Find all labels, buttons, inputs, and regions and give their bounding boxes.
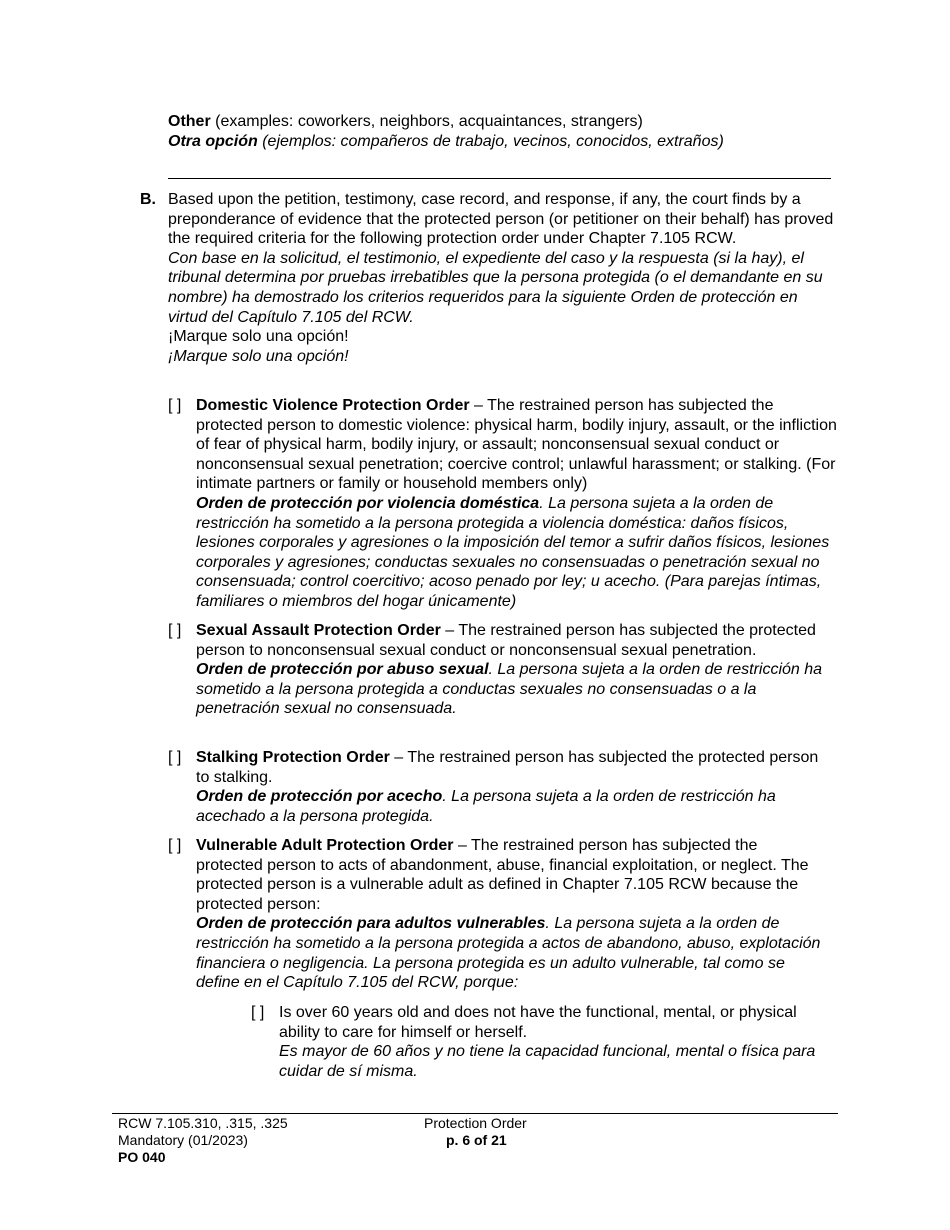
va-over60-option <box>279 1003 839 1081</box>
footer-center <box>424 1115 544 1149</box>
section-b-text-en: Based upon the petition, testimony, case record, and response, if any, the court finds by a preponderance of evidence that the protected person (or petitioner on their behalf) has proved the required criteria for the following protection order under Chapter 7.105 RCW. <box>168 191 834 248</box>
dv-title-en: Domestic Violence Protection Order <box>196 397 470 414</box>
va-checkbox[interactable]: [ ] <box>168 837 182 854</box>
va-over60-text-en: Is over 60 years old and does not have the functional, mental, or physical ability to care for himself or herself. <box>279 1004 797 1041</box>
check-one-es: ¡Marque solo una opción! <box>168 347 349 365</box>
stalking-text-es <box>196 787 826 826</box>
va-text-en <box>196 836 828 914</box>
sa-text-en <box>196 621 826 660</box>
other-label-en: Other <box>168 113 211 130</box>
stalking-option <box>196 748 826 826</box>
dv-text-en <box>196 396 841 494</box>
va-title-en: Vulnerable Adult Protection Order <box>196 837 454 854</box>
sa-title-en: Sexual Assault Protection Order <box>196 622 441 639</box>
other-line-es <box>168 132 848 152</box>
sa-text-es <box>196 660 826 719</box>
other-fill-in-line[interactable] <box>168 178 831 179</box>
va-text-es <box>196 914 828 992</box>
stalking-desc-es: . La persona sujeta a la orden de restricción ha acechado a la persona protegida. <box>196 788 776 825</box>
va-option <box>196 836 828 993</box>
other-option-block <box>168 112 848 151</box>
dv-text-es <box>196 494 841 612</box>
other-label-es: Otra opción <box>168 132 258 150</box>
section-b-body <box>168 190 835 366</box>
section-b-text-es: Con base en la solicitud, el testimonio, el expediente del caso y la respuesta (si la hay), el tribunal determina por pruebas irrebatibles que la persona protegida (o el demandante en su nombre) ha demostrado los criterios requeridos para la siguiente Orden de protección en virtud del Capítulo 7.105 del RCW. <box>168 249 823 326</box>
footer-rcw: RCW 7.105.310, .315, .325 <box>118 1115 288 1131</box>
footer-mandatory: Mandatory (01/2023) <box>118 1132 248 1148</box>
footer-rule <box>112 1113 838 1114</box>
va-over60-checkbox[interactable]: [ ] <box>251 1004 265 1021</box>
other-line-en <box>168 112 848 132</box>
stalking-text-en <box>196 748 826 787</box>
footer-left <box>118 1115 288 1166</box>
dv-title-es: Orden de protección por violencia doméstica <box>196 494 540 512</box>
sa-desc-es: . La persona sujeta a la orden de restricción ha sometido a la persona protegida a conductas sexuales no consensuadas o a la penetración sexual no consensuada. <box>196 661 823 718</box>
sa-title-es: Orden de protección por abuso sexual <box>196 661 489 679</box>
stalking-title-en: Stalking Protection Order <box>196 749 390 766</box>
footer-form-id: PO 040 <box>118 1149 166 1165</box>
sa-desc-en: – The restrained person has subjected the protected person to nonconsensual sexual conduct or nonconsensual sexual penetration. <box>196 622 816 659</box>
section-b-letter: B. <box>140 191 156 208</box>
stalking-checkbox[interactable]: [ ] <box>168 749 182 766</box>
va-over60-text-es: Es mayor de 60 años y no tiene la capacidad funcional, mental o física para cuidar de sí misma. <box>279 1043 816 1080</box>
check-one-en: ¡Marque solo una opción! <box>168 328 349 346</box>
stalking-desc-en: – The restrained person has subjected the protected person to stalking. <box>196 749 819 786</box>
dv-option <box>196 396 841 612</box>
other-text-en: (examples: coworkers, neighbors, acquaintances, strangers) <box>210 113 643 130</box>
dv-desc-en: – The restrained person has subjected the protected person to domestic violence: physical harm, bodily injury, assault, or the infliction of fear of physical harm, bodily injury, or assault; nonconsensual sexual conduct or nonconsensual sexual penetration; coercive control; unlawful harassment; or stalking. (For intimate partners or family or household members only) <box>196 397 837 493</box>
footer-title: Protection Order <box>424 1115 527 1131</box>
sa-option <box>196 621 826 719</box>
other-text-es: (ejemplos: compañeros de trabajo, vecinos, conocidos, extraños) <box>257 132 724 150</box>
va-desc-es: . La persona sujeta a la orden de restricción ha sometido a la persona protegida a actos de abandono, abuso, explotación financiera o negligencia. La persona protegida es un adulto vulnerable, tal como se define en el Capítulo 7.105 del RCW, porque: <box>196 915 821 992</box>
footer-page: p. 6 of 21 <box>446 1132 507 1148</box>
stalking-title-es: Orden de protección por acecho <box>196 788 443 806</box>
sa-checkbox[interactable]: [ ] <box>168 622 182 639</box>
dv-checkbox[interactable]: [ ] <box>168 397 182 414</box>
va-title-es: Orden de protección para adultos vulnerables <box>196 915 546 933</box>
dv-desc-es: . La persona sujeta a la orden de restricción ha sometido a la persona protegida a violencia doméstica: daños físicos, lesiones corporales y agresiones o la imposición del temor a sufrir daños físicos, lesiones corporales y agresiones; conductas sexuales no consensuadas o penetración sexual no consensuada; control coercitivo; acoso penado por ley; u acecho. (Para parejas íntimas, familiares o miembros del hogar únicamente) <box>196 494 830 610</box>
va-desc-en: – The restrained person has subjected the protected person to acts of abandonment, abuse, financial exploitation, or neglect. The protected person is a vulnerable adult as defined in Chapter 7.105 RCW because the protected person: <box>196 837 809 913</box>
